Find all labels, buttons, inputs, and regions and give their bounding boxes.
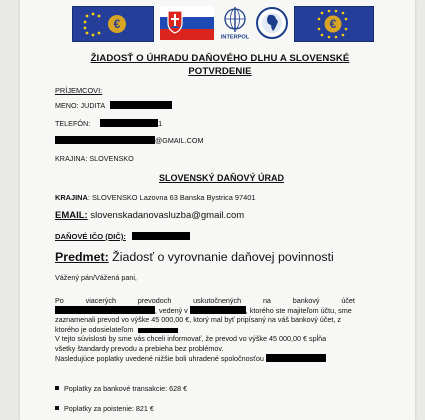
redaction-bar [100, 119, 158, 127]
title-line-1: ŽIADOSŤ O ÚHRADU DAŇOVÉHO DLHU A SLOVENSKÉ [90, 53, 350, 64]
redaction-bar [266, 354, 326, 362]
document-title [60, 52, 380, 78]
recipient-phone-label: TELEFÓN: [55, 119, 91, 128]
logo-header [20, 6, 415, 42]
redaction-bar [190, 306, 246, 314]
office-email-label: EMAIL: [55, 210, 88, 221]
office-email [55, 210, 244, 221]
office-email-value: slovenskadanovasluzba@gmail.com [87, 210, 245, 221]
recipient-email [55, 136, 203, 145]
recipient-email-suffix: @GMAIL.COM [155, 136, 204, 145]
recipient-heading: PRÍJEMCOVI: [55, 86, 103, 95]
body-line-5: V tejto súvislosti by sme vás chceli informovať, že prevod vo výške 45 000,00 € spĺňa [55, 334, 327, 344]
recipient-phone-suffix: 1 [158, 119, 163, 128]
letter-body [55, 296, 355, 363]
body-line-3: zaznamenali prevod vo výške 45 000,00 €, ktorý mal byť pripísaný na váš bankový účet, z [55, 315, 341, 325]
redaction-bar [138, 328, 178, 333]
eu-flag-euro-logo-right [294, 6, 374, 42]
office-tax-id-label: DAŇOVÉ IČO (DIČ): [55, 232, 126, 241]
body-line-2: , vedený v , ktorého ste majiteľom účtu, sme [55, 306, 355, 316]
subject-label: Predmet: [55, 250, 109, 264]
redaction-bar [132, 232, 190, 240]
fee-item: Poplatky za bankové transakcie: 628 € [55, 384, 187, 393]
office-country-label: KRAJINA [55, 193, 88, 202]
body-line-4: ktorého je odosielateľom [55, 325, 355, 335]
redaction-bar [55, 306, 155, 314]
svg-text:€: € [329, 17, 337, 31]
office-tax-id [55, 232, 190, 241]
bullet-icon [55, 386, 59, 390]
office-address-text: : SLOVENSKO Lazovna 63 Banska Bystrica 97401 [87, 193, 256, 202]
recipient-country: KRAJINA: SLOVENSKO [55, 154, 134, 163]
bullet-icon [55, 406, 59, 410]
slovakia-flag-logo [160, 6, 214, 40]
subject-line [55, 250, 334, 264]
office-address [55, 193, 255, 202]
office-heading: SLOVENSKÝ DAŇOVÝ ÚRAD [159, 173, 285, 183]
interpol-label: INTERPOL [220, 34, 250, 40]
fee-item: Poplatky za poistenie: 821 € [55, 404, 154, 413]
african-union-emblem-logo [254, 6, 290, 40]
title-line-2: POTVRDENIE [188, 66, 252, 77]
svg-text:€: € [113, 17, 121, 31]
recipient-phone [55, 119, 162, 128]
interpol-emblem-logo [218, 6, 252, 40]
eu-flag-euro-logo-left [72, 6, 154, 42]
recipient-name-label: MENO: JUDITA [55, 101, 105, 110]
body-line-1: Po viacerých prevodoch uskutočnených na bankový účet [55, 296, 355, 305]
body-line-7: Nasledujúce poplatky uvedené nižšie boli uhradené spoločnosťou [55, 354, 355, 364]
redaction-bar [55, 136, 155, 144]
body-line-6: všetky štandardy prevodu a prebieha bez problémov. [55, 343, 224, 353]
subject-text: Žiadosť o vyrovnanie daňovej povinnosti [108, 250, 334, 264]
letter-page [20, 0, 415, 420]
redaction-bar [110, 101, 172, 109]
greeting: Vážený pán/Vážená pani, [55, 273, 137, 282]
recipient-name [55, 101, 172, 110]
